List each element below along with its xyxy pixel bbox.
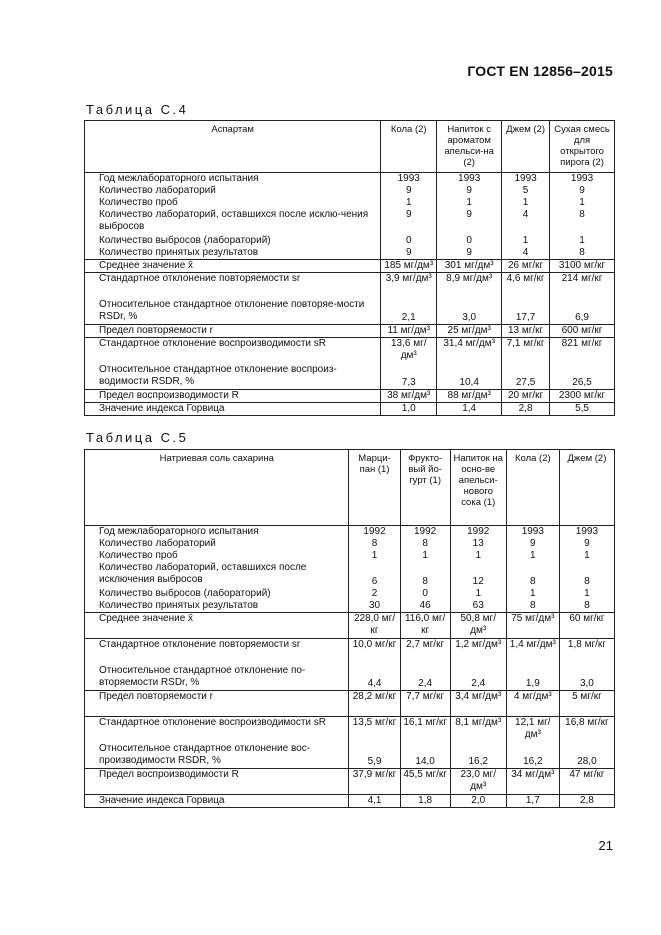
cell-value: 8,1 мг/дм³	[450, 717, 506, 743]
table4-col-4: Сухая смесь для открытого пирога (2)	[550, 121, 615, 173]
cell-value: 1,2 мг/дм³	[450, 639, 506, 665]
cell-value: 26 мг/кг	[502, 260, 550, 273]
cell-value: 2,0	[450, 795, 506, 808]
cell-value: 2300 мг/кг	[550, 390, 615, 403]
cell-value: 1,8 мг/кг	[559, 639, 614, 665]
table5-row-samples	[85, 550, 615, 562]
cell-value: 9	[559, 538, 614, 550]
cell-value: 7,1 мг/кг	[502, 338, 550, 364]
cell-value: 4	[502, 247, 550, 260]
row-label: Количество лабораторий, оставшихся после исклю-чения выбросов	[85, 209, 381, 235]
table5-col-5: Джем (2)	[559, 450, 614, 526]
row-label: Предел повторяемости r	[85, 691, 349, 717]
cell-value: 1	[450, 550, 506, 562]
table5-col-0: Натриевая соль сахарина	[85, 450, 349, 526]
row-label: Относительное стандартное отклонение по-вторяемости RSDr, %	[85, 665, 349, 691]
cell-value: 5,5	[550, 403, 615, 416]
cell-value: 26,5	[550, 364, 615, 390]
cell-value: 1,7	[506, 795, 559, 808]
cell-value: 4 мг/дм³	[506, 691, 559, 717]
table5-row-labs	[85, 538, 615, 550]
cell-value: 8	[506, 600, 559, 613]
row-label: Среднее значение x̄	[85, 613, 349, 639]
cell-value: 1	[400, 550, 450, 562]
table5-caption: Таблица С.5	[86, 430, 189, 445]
table4-row-rsdr	[85, 299, 615, 325]
table5	[84, 449, 615, 808]
table4-row-accepted	[85, 247, 615, 260]
row-label: Количество лабораторий	[85, 538, 349, 550]
table4-row-mean	[85, 260, 615, 273]
cell-value: 9	[506, 538, 559, 550]
cell-value: 1	[502, 235, 550, 247]
cell-value: 9	[381, 209, 437, 235]
cell-value: 45,5 мг/кг	[400, 769, 450, 795]
cell-value: 47 мг/кг	[559, 769, 614, 795]
cell-value: 0	[381, 235, 437, 247]
cell-value: 37,9 мг/кг	[349, 769, 400, 795]
cell-value: 60 мг/кг	[559, 613, 614, 639]
row-label: Стандартное отклонение повторяемости sr	[85, 639, 349, 665]
table4-row-rsdR	[85, 364, 615, 390]
document-code: ГОСТ EN 12856–2015	[467, 63, 613, 79]
cell-value: 25 мг/дм³	[437, 325, 502, 338]
cell-value: 9	[381, 247, 437, 260]
table4-row-horrat	[85, 403, 615, 416]
cell-value: 88 мг/дм³	[437, 390, 502, 403]
cell-value: 1992	[349, 526, 400, 539]
row-label: Количество принятых результатов	[85, 600, 349, 613]
cell-value: 28,2 мг/кг	[349, 691, 400, 717]
cell-value: 3,9 мг/дм³	[381, 273, 437, 299]
cell-value: 11 мг/дм³	[381, 325, 437, 338]
row-label: Значение индекса Горвица	[85, 403, 381, 416]
row-label: Относительное стандартное отклонение воспроиз-водимости RSDR, %	[85, 364, 381, 390]
table4-col-2: Напиток с ароматом апельси-на (2)	[437, 121, 502, 173]
table4-row-samples	[85, 197, 615, 209]
cell-value: 8	[400, 538, 450, 550]
cell-value: 27,5	[502, 364, 550, 390]
table4-header-row	[85, 121, 615, 173]
cell-value: 28,0	[559, 743, 614, 769]
cell-value: 13,6 мг/дм³	[381, 338, 437, 364]
cell-value: 5	[502, 185, 550, 197]
cell-value: 600 мг/кг	[550, 325, 615, 338]
cell-value: 0	[437, 235, 502, 247]
row-label: Предел воспроизводимости R	[85, 769, 349, 795]
table4-col-1: Кола (2)	[381, 121, 437, 173]
cell-value: 7,7 мг/кг	[400, 691, 450, 717]
cell-value: 1993	[437, 173, 502, 186]
cell-value: 63	[450, 600, 506, 613]
table5-row-rsdR	[85, 743, 615, 769]
table5-row-R	[85, 769, 615, 795]
row-label: Количество выбросов (лабораторий)	[85, 235, 381, 247]
table4-col-3: Джем (2)	[502, 121, 550, 173]
cell-value: 3100 мг/кг	[550, 260, 615, 273]
cell-value: 10,4	[437, 364, 502, 390]
cell-value: 4	[502, 209, 550, 235]
cell-value: 1992	[400, 526, 450, 539]
row-label: Год межлабораторного испытания	[85, 173, 381, 186]
cell-value: 2,7 мг/кг	[400, 639, 450, 665]
cell-value: 2,4	[450, 665, 506, 691]
cell-value: 9	[381, 185, 437, 197]
cell-value: 228,0 мг/кг	[349, 613, 400, 639]
cell-value: 1	[502, 197, 550, 209]
cell-value: 1993	[502, 173, 550, 186]
row-label: Количество лабораторий, оставшихся после исключения выбросов	[85, 562, 349, 588]
table5-row-accepted	[85, 600, 615, 613]
cell-value: 16,8 мг/кг	[559, 717, 614, 743]
row-label: Среднее значение x̄	[85, 260, 381, 273]
cell-value: 9	[437, 247, 502, 260]
cell-value: 1	[506, 588, 559, 600]
cell-value: 1	[506, 550, 559, 562]
cell-value: 8	[400, 562, 450, 588]
cell-value: 1	[381, 197, 437, 209]
table4-row-labs_after	[85, 209, 615, 235]
cell-value: 1	[559, 550, 614, 562]
cell-value: 6,9	[550, 299, 615, 325]
table5-col-3: Напиток на осно-ве апельси-нового сока (1)	[450, 450, 506, 526]
table5-row-sR	[85, 717, 615, 743]
cell-value: 1,9	[506, 665, 559, 691]
cell-value: 13,5 мг/кг	[349, 717, 400, 743]
cell-value: 23,0 мг/дм³	[450, 769, 506, 795]
table4-col-0: Аспартам	[85, 121, 381, 173]
cell-value: 5 мг/кг	[559, 691, 614, 717]
table5-row-mean	[85, 613, 615, 639]
table4-row-sr	[85, 273, 615, 299]
table4-row-labs	[85, 185, 615, 197]
cell-value: 1992	[450, 526, 506, 539]
cell-value: 4,4	[349, 665, 400, 691]
row-label: Относительное стандартное отклонение повторяе-мости RSDr, %	[85, 299, 381, 325]
cell-value: 3,4 мг/дм³	[450, 691, 506, 717]
table5-row-outliers	[85, 588, 615, 600]
cell-value: 4,1	[349, 795, 400, 808]
cell-value: 50,8 мг/дм³	[450, 613, 506, 639]
cell-value: 214 мг/кг	[550, 273, 615, 299]
cell-value: 2,8	[502, 403, 550, 416]
cell-value: 1	[559, 588, 614, 600]
row-label: Количество выбросов (лабораторий)	[85, 588, 349, 600]
cell-value: 2	[349, 588, 400, 600]
row-label: Стандартное отклонение воспроизводимости sR	[85, 717, 349, 743]
cell-value: 34 мг/дм³	[506, 769, 559, 795]
table5-header-row	[85, 450, 615, 526]
row-label: Предел воспроизводимости R	[85, 390, 381, 403]
cell-value: 7,3	[381, 364, 437, 390]
table5-row-horrat	[85, 795, 615, 808]
cell-value: 1993	[559, 526, 614, 539]
cell-value: 1	[550, 235, 615, 247]
cell-value: 46	[400, 600, 450, 613]
cell-value: 9	[550, 185, 615, 197]
cell-value: 0	[400, 588, 450, 600]
row-label: Относительное стандартное отклонение вос-производимости RSDR, %	[85, 743, 349, 769]
cell-value: 16,2	[450, 743, 506, 769]
table5-row-sr	[85, 639, 615, 665]
cell-value: 3,0	[437, 299, 502, 325]
cell-value: 5,9	[349, 743, 400, 769]
row-label: Количество проб	[85, 197, 381, 209]
table4-row-sR	[85, 338, 615, 364]
row-label: Стандартное отклонение повторяемости sr	[85, 273, 381, 299]
cell-value: 13	[450, 538, 506, 550]
cell-value: 1993	[381, 173, 437, 186]
table5-col-2: Фрукто-вый йо-гурт (1)	[400, 450, 450, 526]
table4-row-outliers	[85, 235, 615, 247]
cell-value: 1,8	[400, 795, 450, 808]
cell-value: 75 мг/дм³	[506, 613, 559, 639]
cell-value: 4,6 мг/кг	[502, 273, 550, 299]
cell-value: 821 мг/кг	[550, 338, 615, 364]
cell-value: 1	[349, 550, 400, 562]
cell-value: 8	[550, 247, 615, 260]
table4-row-R	[85, 390, 615, 403]
cell-value: 31,4 мг/дм³	[437, 338, 502, 364]
cell-value: 6	[349, 562, 400, 588]
cell-value: 1	[437, 197, 502, 209]
table5-col-4: Кола (2)	[506, 450, 559, 526]
cell-value: 8	[349, 538, 400, 550]
table4	[84, 120, 615, 416]
cell-value: 2,8	[559, 795, 614, 808]
cell-value: 9	[437, 209, 502, 235]
table4-row-r	[85, 325, 615, 338]
cell-value: 1993	[550, 173, 615, 186]
row-label: Количество принятых результатов	[85, 247, 381, 260]
table5-row-rsdr	[85, 665, 615, 691]
cell-value: 1,4 мг/дм³	[506, 639, 559, 665]
cell-value: 20 мг/кг	[502, 390, 550, 403]
cell-value: 185 мг/дм³	[381, 260, 437, 273]
cell-value: 16,2	[506, 743, 559, 769]
cell-value: 8	[550, 209, 615, 235]
cell-value: 8,9 мг/дм³	[437, 273, 502, 299]
cell-value: 2,1	[381, 299, 437, 325]
cell-value: 2,4	[400, 665, 450, 691]
cell-value: 12	[450, 562, 506, 588]
cell-value: 9	[437, 185, 502, 197]
cell-value: 13 мг/кг	[502, 325, 550, 338]
cell-value: 16,1 мг/кг	[400, 717, 450, 743]
row-label: Количество проб	[85, 550, 349, 562]
cell-value: 1993	[506, 526, 559, 539]
cell-value: 12,1 мг/дм³	[506, 717, 559, 743]
row-label: Год межлабораторного испытания	[85, 526, 349, 539]
cell-value: 14,0	[400, 743, 450, 769]
cell-value: 10,0 мг/кг	[349, 639, 400, 665]
table4-row-year	[85, 173, 615, 186]
cell-value: 301 мг/дм³	[437, 260, 502, 273]
cell-value: 8	[559, 562, 614, 588]
row-label: Предел повторяемости r	[85, 325, 381, 338]
cell-value: 30	[349, 600, 400, 613]
cell-value: 8	[559, 600, 614, 613]
row-label: Количество лабораторий	[85, 185, 381, 197]
table5-row-r	[85, 691, 615, 717]
cell-value: 8	[506, 562, 559, 588]
cell-value: 17,7	[502, 299, 550, 325]
row-label: Значение индекса Горвица	[85, 795, 349, 808]
row-label: Стандартное отклонение воспроизводимости sR	[85, 338, 381, 364]
cell-value: 38 мг/дм³	[381, 390, 437, 403]
table5-row-labs_after	[85, 562, 615, 588]
table5-row-year	[85, 526, 615, 539]
cell-value: 3,0	[559, 665, 614, 691]
cell-value: 1,0	[381, 403, 437, 416]
cell-value: 116,0 мг/кг	[400, 613, 450, 639]
table5-col-1: Марци-пан (1)	[349, 450, 400, 526]
cell-value: 1	[550, 197, 615, 209]
table4-caption: Таблица С.4	[86, 102, 189, 117]
cell-value: 1,4	[437, 403, 502, 416]
cell-value: 1	[450, 588, 506, 600]
page-number: 21	[598, 838, 613, 853]
